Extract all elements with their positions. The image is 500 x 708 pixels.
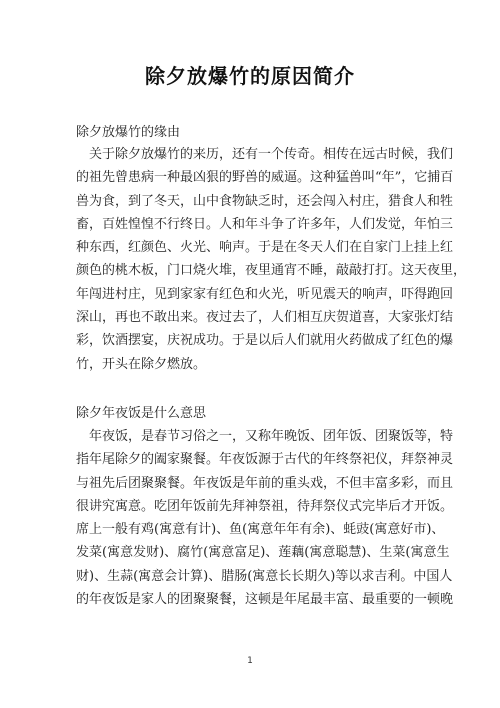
paragraph-line: 很讲究寓意。吃团年饭前先拜神祭祖，待拜祭仪式完毕后才开饭。 [76,498,454,514]
paragraph-line: 种东西，红颜色、火光、响声。于是在冬天人们在自家门上挂上红 [76,240,454,256]
section-heading-firecrackers: 除夕放爆竹的缘由 [76,125,181,140]
paragraph-line: 颜色的桃木板，门口烧火堆，夜里通宵不睡，敲敲打打。这天夜里， [76,263,467,279]
paragraph-line: 畜，百姓惶惶不行终日。人和年斗争了许多年，人们发觉，年怕三 [76,216,454,232]
paragraph-line: 年夜饭，是春节习俗之一，又称年晚饭、团年饭、团聚饭等，特 [76,429,454,444]
paragraph-line: 发菜(寓意发财)、腐竹(寓意富足)、莲藕(寓意聪慧)、生菜(寓意生 [76,545,450,561]
section-heading-new-year-dinner: 除夕年夜饭是什么意思 [76,406,207,421]
paragraph-line: 竹，开头在除夕燃放。 [76,356,207,372]
paragraph-line: 年闯进村庄，见到家家有红色和火光，听见震天的响声，吓得跑回 [76,286,454,302]
paragraph-line: 彩，饮酒摆宴，庆祝成功。于是以后人们就用火药做成了红色的爆 [76,333,454,349]
document-title: 除夕放爆竹的原因简介 [145,64,355,88]
paragraph-line: 财)、生蒜(寓意会计算)、腊肠(寓意长长期久)等以求吉利。中国人 [76,568,453,584]
page-number: 1 [247,656,253,666]
paragraph-line: 关于除夕放爆竹的来历，还有一个传奇。相传在远古时候，我们 [76,147,454,162]
paragraph-line: 兽为食，到了冬天，山中食物缺乏时，还会闯入村庄，猎食人和牲 [76,193,454,209]
paragraph-line: 席上一般有鸡(寓意有计)、鱼(寓意年年有余)、蚝豉(寓意好市)、 [76,522,445,538]
paragraph-firecrackers [76,143,467,376]
paragraph-new-year-dinner [76,425,454,611]
paragraph-line: 与祖先后团聚聚餐。年夜饭是年前的重头戏，不但丰富多彩，而且 [76,475,454,491]
paragraph-line: 深山，再也不敢出来。夜过去了，人们相互庆贺道喜，大家张灯结 [76,310,454,326]
paragraph-line: 的祖先曾患病一种最凶狠的野兽的威逼。这种猛兽叫“年”，它捕百 [76,170,454,186]
paragraph-line: 指年尾除夕的阖家聚餐。年夜饭源于古代的年终祭祀仪，拜祭神灵 [76,452,454,468]
paragraph-line: 的年夜饭是家人的团聚聚餐，这顿是年尾最丰富、最重要的一顿晚 [76,592,454,608]
